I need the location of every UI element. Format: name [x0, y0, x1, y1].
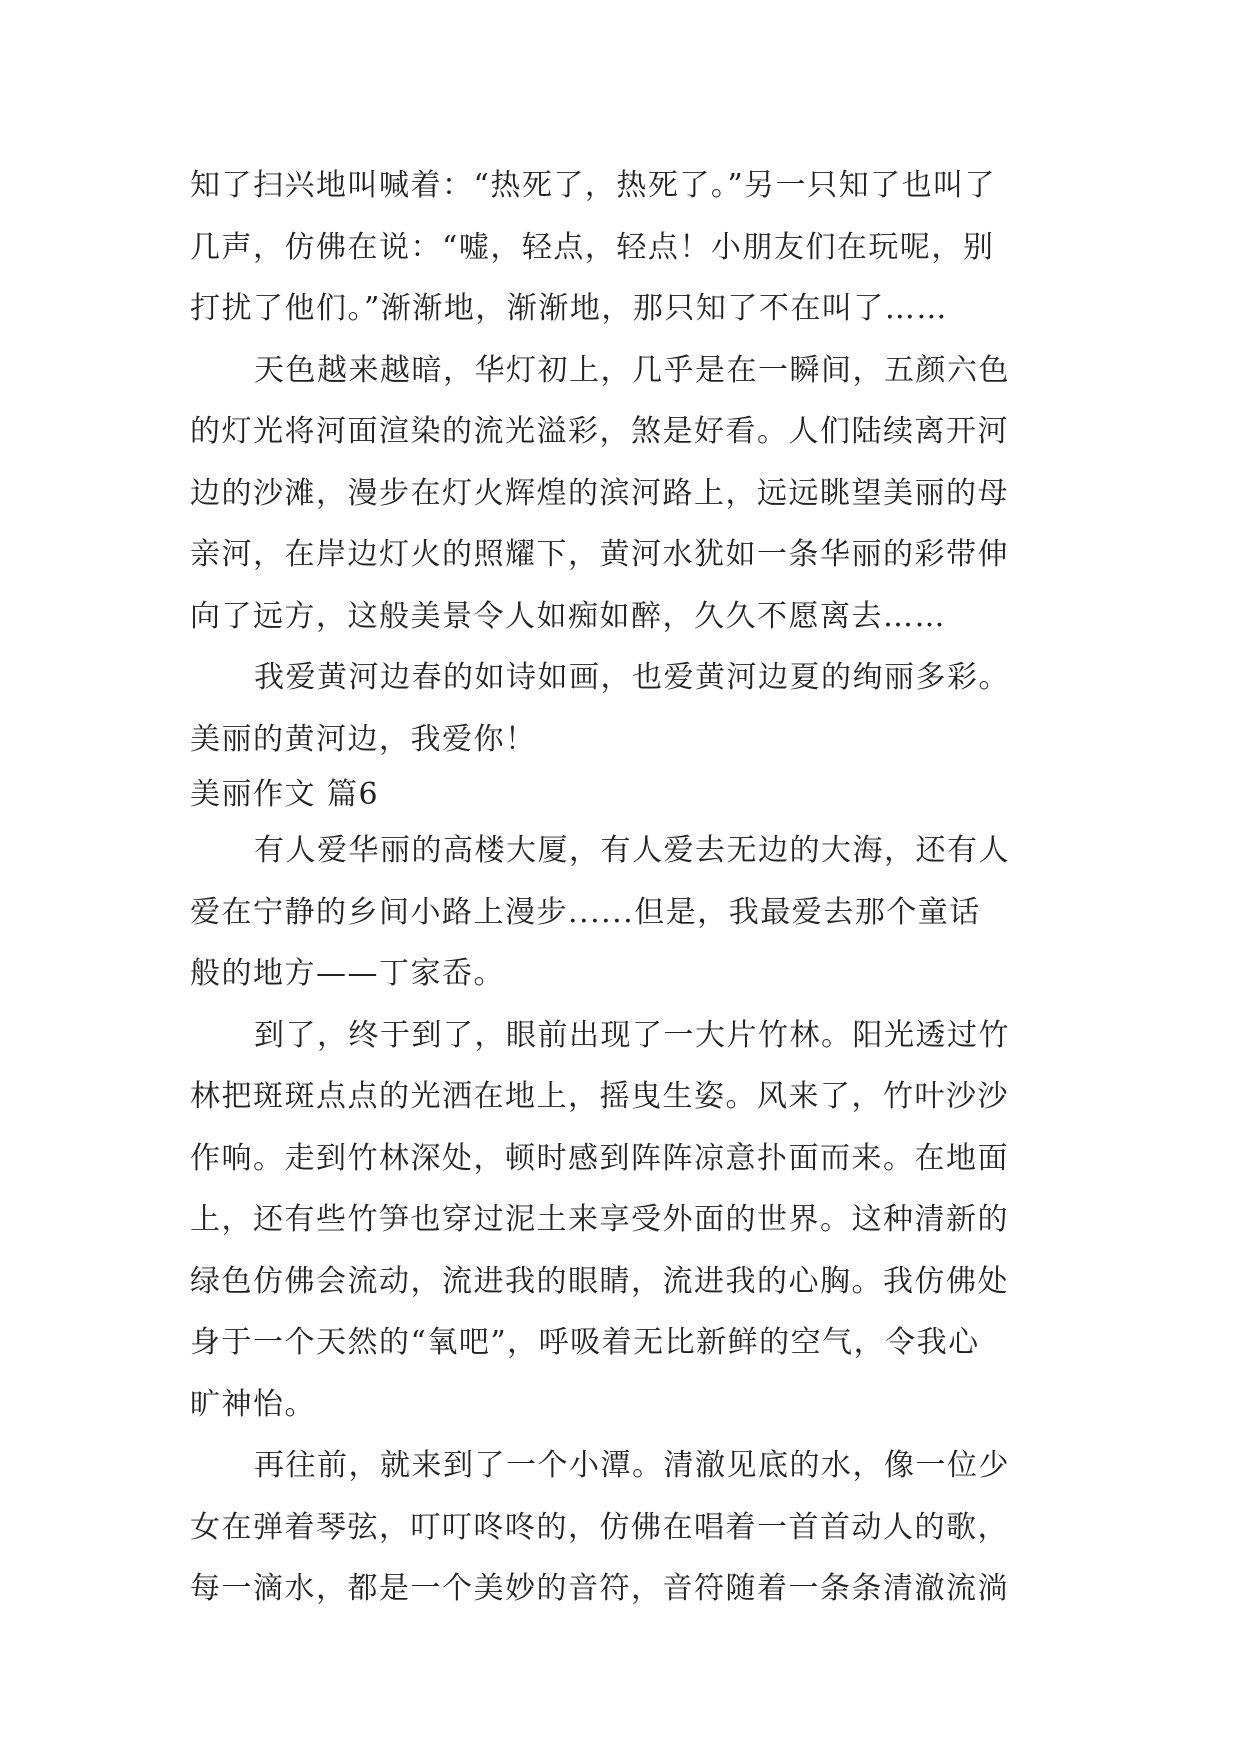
text-line: 上，还有些竹笋也穿过泥土来享受外面的世界。这种清新的	[190, 1202, 1009, 1237]
text-line: 亲河，在岸边灯火的照耀下，黄河水犹如一条华丽的彩带伸	[190, 537, 1009, 572]
text-line: 的灯光将河面渲染的流光溢彩，煞是好看。人们陆续离开河	[190, 414, 1009, 449]
paragraph-first-line: 有人爱华丽的高楼大厦，有人爱去无边的大海，还有人	[254, 833, 1010, 868]
text-line: 知了扫兴地叫喊着：“热死了，热死了。”另一只知了也叫了	[190, 168, 997, 203]
text-line: 每一滴水，都是一个美妙的音符，音符随着一条条清澈流淌	[190, 1571, 1009, 1606]
paragraph-first-line: 我爱黄河边春的如诗如画，也爱黄河边夏的绚丽多彩。	[254, 660, 1010, 695]
section-heading: 美丽作文 篇6	[190, 777, 380, 812]
text-line: 女在弹着琴弦，叮叮咚咚的，仿佛在唱着一首首动人的歌，	[190, 1509, 1009, 1545]
text-line: 几声，仿佛在说：“嘘，轻点，轻点！小朋友们在玩呢，别	[190, 229, 995, 265]
essay-text	[190, 155, 1070, 1620]
text-line: 作响。走到竹林深处，顿时感到阵阵凉意扑面而来。在地面	[190, 1140, 1009, 1176]
text-line: 绿色仿佛会流动，流进我的眼睛，流进我的心胸。我仿佛处	[190, 1263, 1009, 1299]
text-line: 林把斑斑点点的光洒在地上，摇曳生姿。风来了，竹叶沙沙	[190, 1079, 1009, 1114]
text-line: 美丽的黄河边，我爱你！	[190, 721, 537, 757]
text-line: 爱在宁静的乡间小路上漫步......但是，我最爱去那个童话	[190, 894, 981, 930]
paragraph-first-line: 再往前，就来到了一个小潭。清澈见底的水，像一位少	[254, 1448, 1010, 1483]
paragraph-first-line: 天色越来越暗，华灯初上，几乎是在一瞬间，五颜六色	[254, 352, 1010, 388]
text-line: 身于一个天然的“氧吧”，呼吸着无比新鲜的空气，令我心	[190, 1325, 980, 1360]
text-line: 旷神怡。	[190, 1386, 316, 1422]
text-line: 般的地方——丁家岙。	[190, 956, 505, 991]
text-line: 向了远方，这般美景令人如痴如醉，久久不愿离去……	[190, 598, 946, 634]
paragraph-first-line: 到了，终于到了，眼前出现了一大片竹林。阳光透过竹	[254, 1017, 1010, 1053]
text-line: 打扰了他们。”渐渐地，渐渐地，那只知了不在叫了……	[190, 291, 948, 326]
text-line: 边的沙滩，漫步在灯火辉煌的滨河路上，远远眺望美丽的母	[190, 475, 1009, 511]
